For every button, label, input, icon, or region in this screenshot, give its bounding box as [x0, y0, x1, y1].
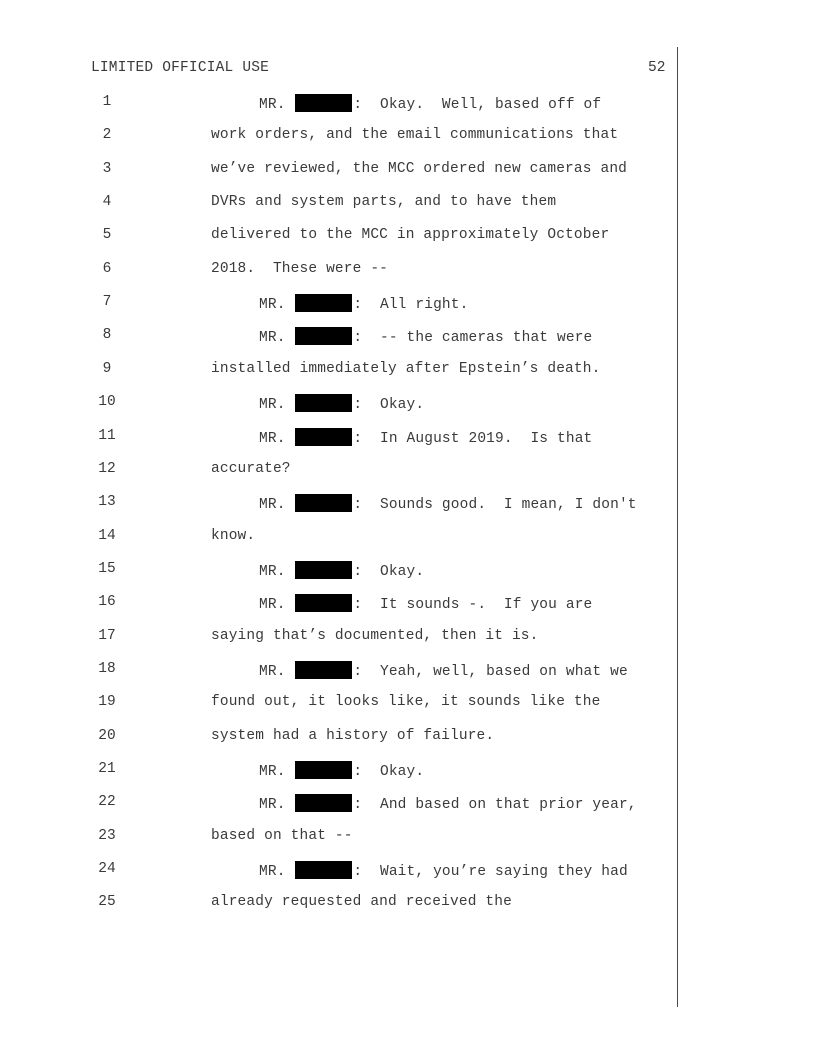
- line-number: 4: [102, 194, 112, 211]
- line-number: 15: [98, 560, 116, 577]
- transcript-line: [0, 192, 677, 214]
- redaction-box: [295, 428, 352, 446]
- speaker-label: MR.: [259, 797, 295, 814]
- redaction-box: [295, 861, 352, 879]
- line-number: 5: [102, 227, 112, 244]
- line-number: 24: [98, 861, 116, 878]
- transcript-line: [0, 792, 677, 814]
- line-text: Okay. Well, based off of: [379, 97, 602, 113]
- redaction-box: [295, 94, 352, 112]
- line-text: installed immediately after Epstein’s death.: [211, 360, 601, 377]
- speaker-line: MR. : Wait, you’re saying they had: [259, 861, 628, 880]
- line-number: 14: [98, 527, 116, 544]
- line-number: 23: [98, 827, 116, 844]
- line-text: accurate?: [211, 460, 291, 477]
- line-text: It sounds -. If you are: [379, 597, 593, 614]
- speaker-line: MR. : -- the cameras that were: [259, 327, 592, 346]
- line-number: 13: [98, 494, 116, 511]
- speaker-line: MR. : And based on that prior year,: [259, 794, 637, 813]
- line-text: know.: [211, 527, 256, 544]
- redaction-box: [295, 761, 352, 779]
- page-number: 52: [648, 60, 666, 76]
- line-text: All right.: [379, 297, 469, 314]
- transcript-line: [0, 259, 677, 281]
- transcript-line: [0, 759, 677, 781]
- line-text: we’ve reviewed, the MCC ordered new cameras and: [211, 160, 628, 177]
- line-text: Okay.: [379, 764, 425, 780]
- speaker-label: MR.: [259, 97, 295, 113]
- line-number: 16: [98, 594, 116, 611]
- speaker-label: MR.: [259, 764, 295, 780]
- classification-marking: LIMITED OFFICIAL USE: [91, 60, 270, 76]
- line-number: 11: [98, 427, 116, 444]
- transcript-line: [0, 92, 677, 114]
- transcript-line: [0, 526, 677, 548]
- line-text: based on that --: [211, 827, 353, 844]
- speaker-label: MR.: [259, 663, 295, 680]
- line-number: 3: [102, 160, 112, 177]
- transcript-line: [0, 125, 677, 147]
- line-number: 9: [102, 360, 112, 377]
- speaker-line: MR. : Okay.: [259, 394, 424, 413]
- redaction-box: [295, 794, 352, 812]
- speaker-line: MR. : Okay.: [259, 561, 424, 580]
- transcript-line: [0, 859, 677, 881]
- speaker-line: MR. : Sounds good. I mean, I don't: [259, 494, 637, 513]
- transcript-line: [0, 592, 677, 614]
- transcript-line: [0, 225, 677, 247]
- line-number: 20: [98, 727, 116, 744]
- transcript-line: [0, 159, 677, 181]
- line-text: delivered to the MCC in approximately October: [211, 227, 610, 244]
- transcript-line: [0, 559, 677, 581]
- transcript-line: [0, 292, 677, 314]
- speaker-label: MR.: [259, 430, 295, 447]
- speaker-label: MR.: [259, 330, 295, 347]
- line-number: 7: [102, 294, 112, 311]
- line-number: 17: [98, 627, 116, 644]
- transcript-line: [0, 826, 677, 848]
- line-number: 6: [102, 260, 112, 277]
- transcript-line: [0, 892, 677, 914]
- line-number: 21: [98, 761, 116, 777]
- line-number: 8: [102, 327, 112, 344]
- line-number: 18: [98, 660, 116, 677]
- speaker-label: MR.: [259, 563, 295, 580]
- transcript-line: [0, 659, 677, 681]
- transcript-line: [0, 626, 677, 648]
- line-text: Okay.: [379, 397, 425, 414]
- line-text: work orders, and the email communications that: [211, 127, 619, 144]
- transcript-line: [0, 426, 677, 448]
- redaction-box: [295, 327, 352, 345]
- transcript-line: [0, 459, 677, 481]
- line-text: In August 2019. Is that: [379, 430, 593, 447]
- speaker-label: MR.: [259, 597, 295, 614]
- transcript-line: [0, 325, 677, 347]
- redaction-box: [295, 394, 352, 412]
- speaker-line: MR. : Yeah, well, based on what we: [259, 661, 628, 680]
- transcript-line: [0, 392, 677, 414]
- line-text: Wait, you’re saying they had: [379, 864, 628, 881]
- line-number: 2: [102, 127, 112, 144]
- redaction-box: [295, 494, 352, 512]
- line-text: 2018. These were --: [211, 260, 389, 277]
- line-text: system had a history of failure.: [211, 727, 495, 744]
- line-number: 25: [98, 894, 116, 911]
- line-number: 10: [98, 394, 116, 411]
- speaker-line: MR. : In August 2019. Is that: [259, 428, 592, 447]
- transcript-line: [0, 726, 677, 748]
- redaction-box: [295, 594, 352, 612]
- line-text: already requested and received the: [211, 894, 512, 911]
- right-margin-rule: [677, 47, 678, 1007]
- speaker-label: MR.: [259, 864, 295, 881]
- line-text: found out, it looks like, it sounds like the: [211, 694, 601, 711]
- line-text: Okay.: [379, 563, 425, 580]
- speaker-label: MR.: [259, 297, 295, 314]
- line-number: 22: [98, 794, 116, 811]
- line-text: Sounds good. I mean, I don't: [379, 497, 637, 514]
- speaker-line: MR. : It sounds -. If you are: [259, 594, 592, 613]
- redaction-box: [295, 561, 352, 579]
- redaction-box: [295, 294, 352, 312]
- line-text: And based on that prior year,: [379, 797, 637, 814]
- transcript-line: [0, 692, 677, 714]
- line-number: 19: [98, 694, 116, 711]
- line-text: -- the cameras that were: [379, 330, 593, 347]
- speaker-line: MR. : All right.: [259, 294, 468, 313]
- speaker-label: MR.: [259, 397, 295, 414]
- line-text: saying that’s documented, then it is.: [211, 627, 539, 644]
- speaker-line: MR. : Okay.: [259, 761, 424, 780]
- line-number: 1: [102, 94, 112, 110]
- speaker-label: MR.: [259, 497, 295, 514]
- redaction-box: [295, 661, 352, 679]
- transcript-line: [0, 492, 677, 514]
- transcript-line: [0, 359, 677, 381]
- line-number: 12: [98, 460, 116, 477]
- line-text: Yeah, well, based on what we: [379, 663, 628, 680]
- line-text: DVRs and system parts, and to have them: [211, 194, 557, 211]
- speaker-line: MR. : Okay. Well, based off of: [259, 94, 601, 113]
